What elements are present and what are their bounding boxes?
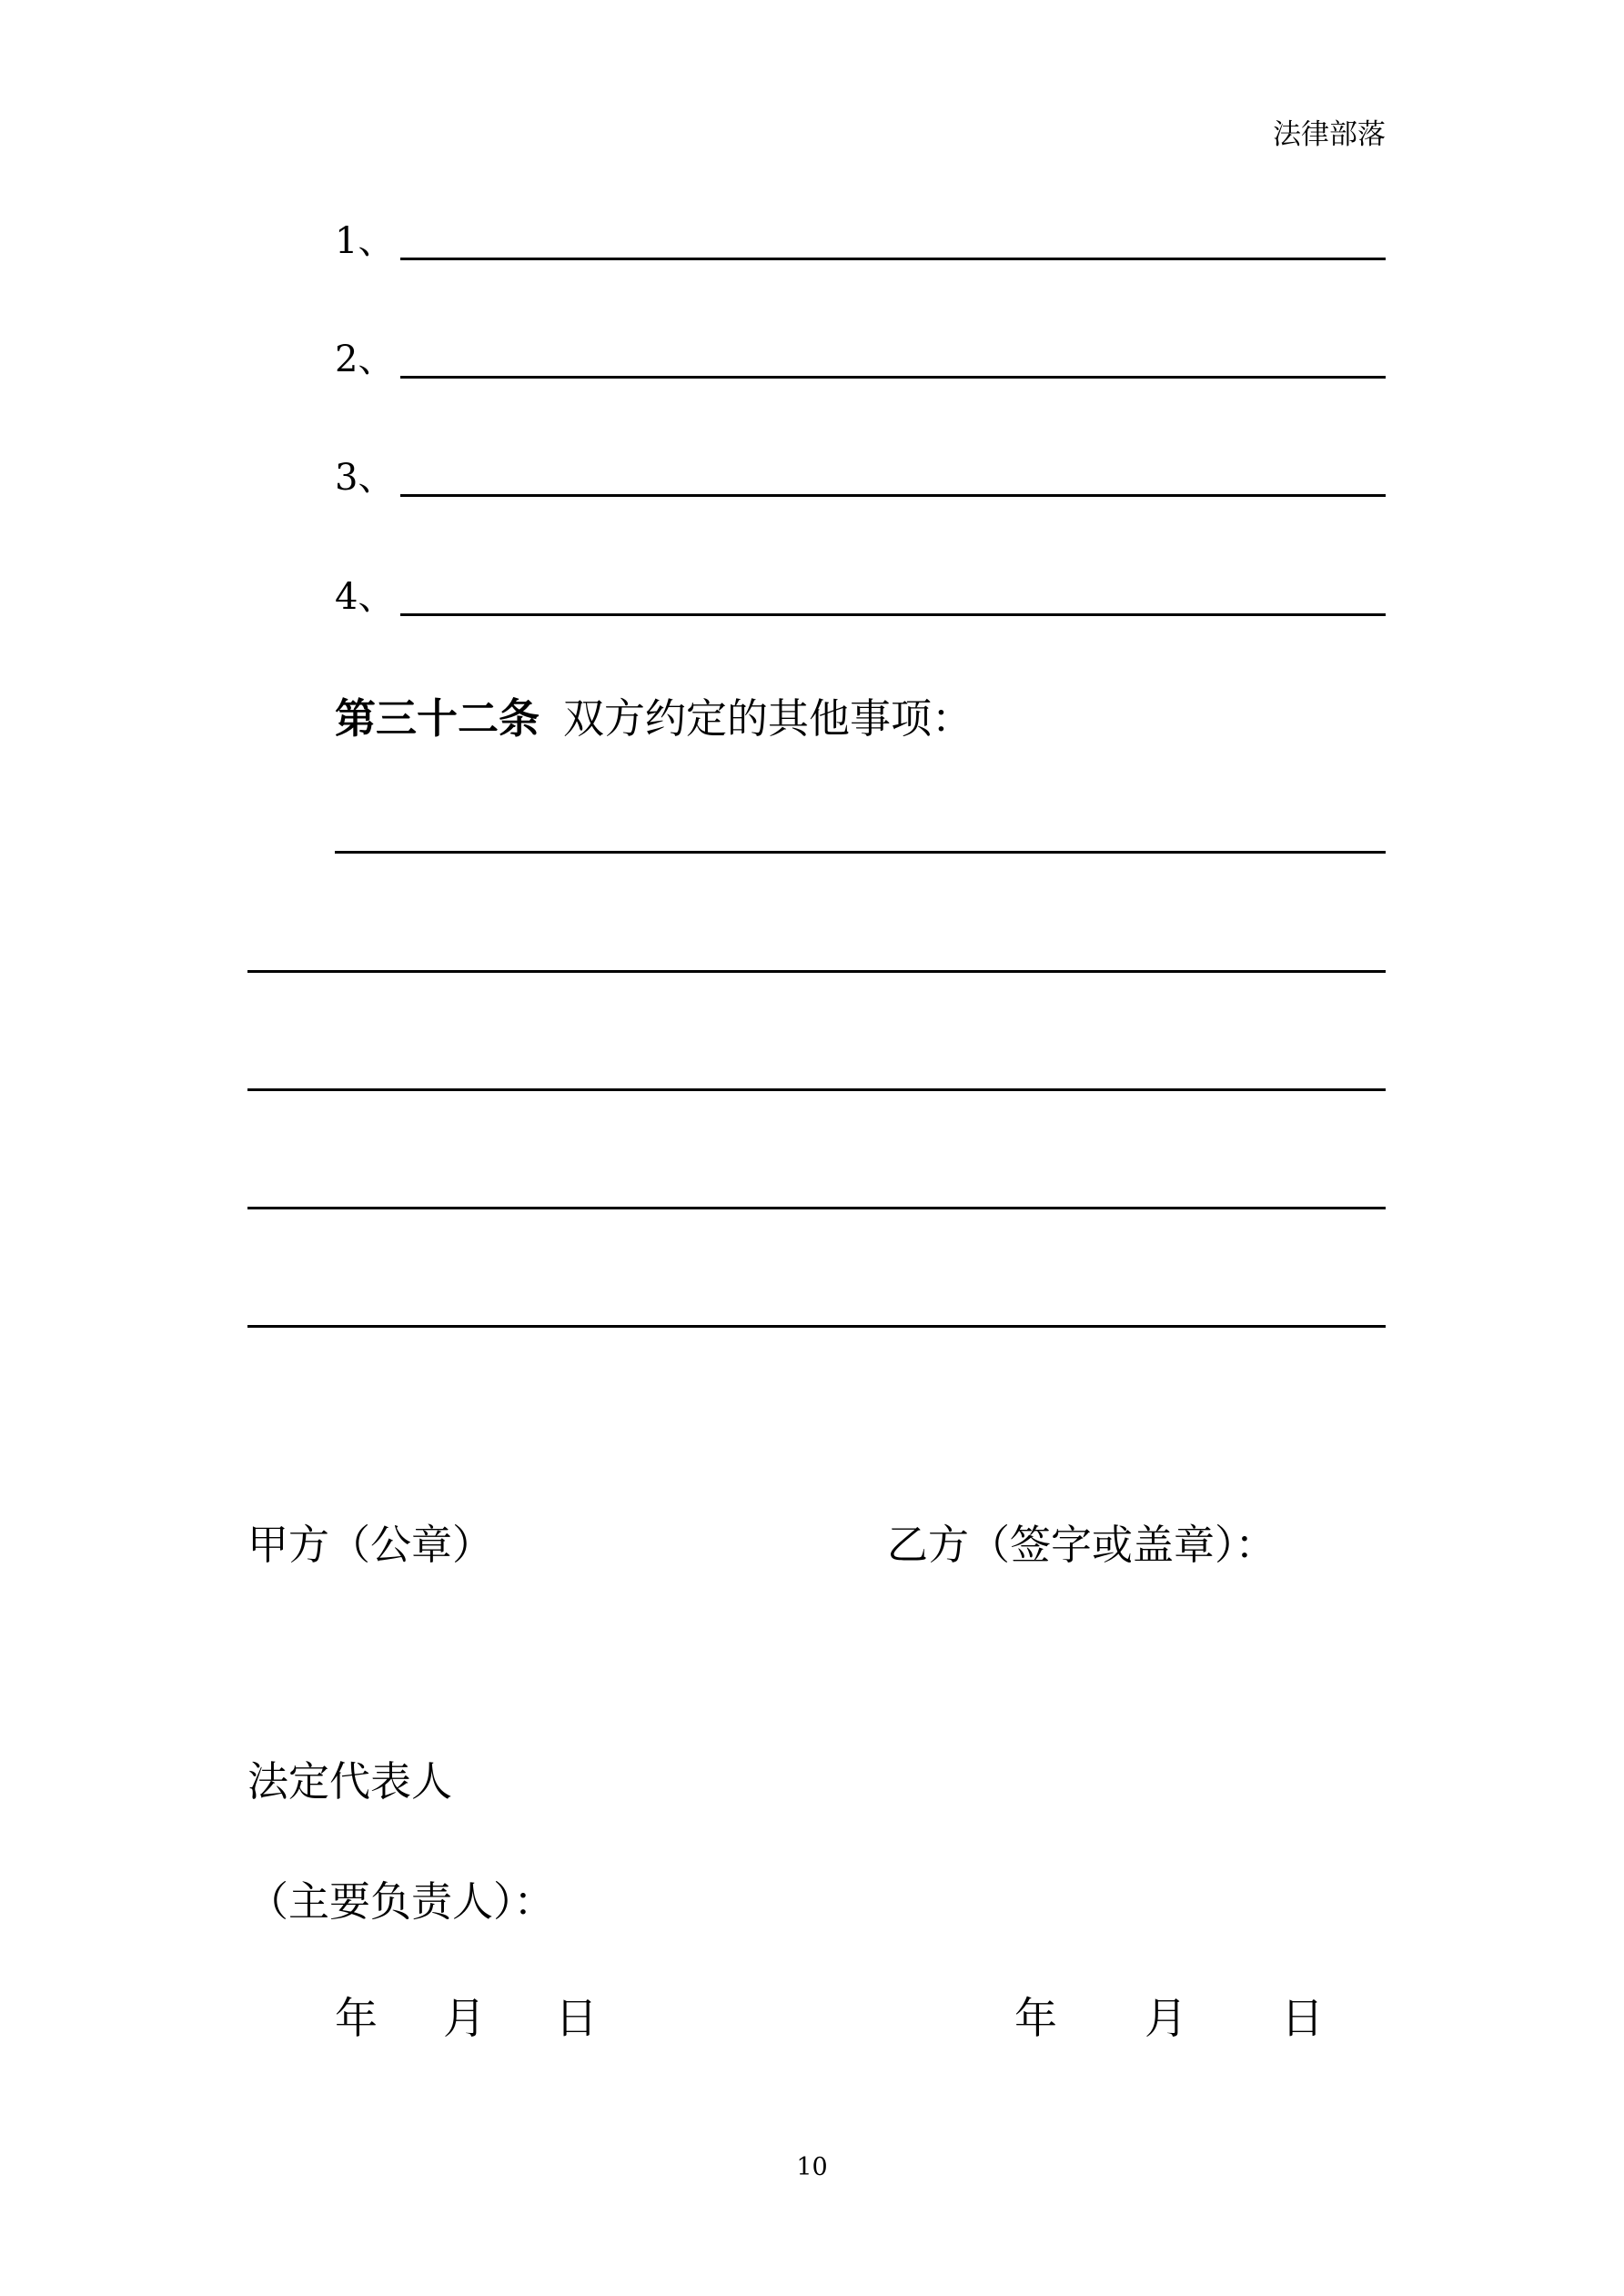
page-number: 10: [796, 2153, 828, 2181]
party-b-sign-label: 乙方（签字或盖章）：: [887, 1521, 1276, 1569]
party-a-seal-label: 甲方（公章）: [247, 1521, 494, 1569]
blank-item-label-2: 2、: [335, 339, 395, 380]
blank-line-2[interactable]: [400, 376, 1386, 379]
blank-item-label-1: 1、: [335, 220, 395, 262]
other-matters-line-4[interactable]: [247, 1207, 1386, 1209]
blank-line-4[interactable]: [400, 613, 1386, 616]
blank-item-label-4: 4、: [335, 576, 395, 618]
other-matters-line-2[interactable]: [247, 970, 1386, 973]
party-b-date-month: 月: [1145, 1994, 1187, 2044]
article-32-title: 第三十二条: [335, 694, 540, 743]
other-matters-line-5[interactable]: [247, 1325, 1386, 1328]
header-tag: 法律部落: [1273, 118, 1386, 151]
principal-label: （主要负责人）：: [247, 1877, 555, 1926]
party-b-date-day: 日: [1281, 1994, 1324, 2044]
party-a-date-month: 月: [443, 1994, 486, 2044]
other-matters-line-3[interactable]: [247, 1088, 1386, 1091]
blank-item-label-3: 3、: [335, 457, 395, 499]
party-a-date-year: 年: [335, 1994, 378, 2044]
blank-line-3[interactable]: [400, 494, 1386, 497]
other-matters-line-1[interactable]: [335, 851, 1386, 854]
party-a-date-day: 日: [555, 1994, 598, 2044]
legal-representative-label: 法定代表人: [247, 1757, 453, 1805]
blank-line-1[interactable]: [400, 258, 1386, 260]
date-row: [0, 1993, 1624, 2048]
party-b-date-year: 年: [1014, 1994, 1057, 2044]
article-32-text: 双方约定的其他事项：: [563, 694, 973, 743]
article-32: [335, 693, 973, 744]
